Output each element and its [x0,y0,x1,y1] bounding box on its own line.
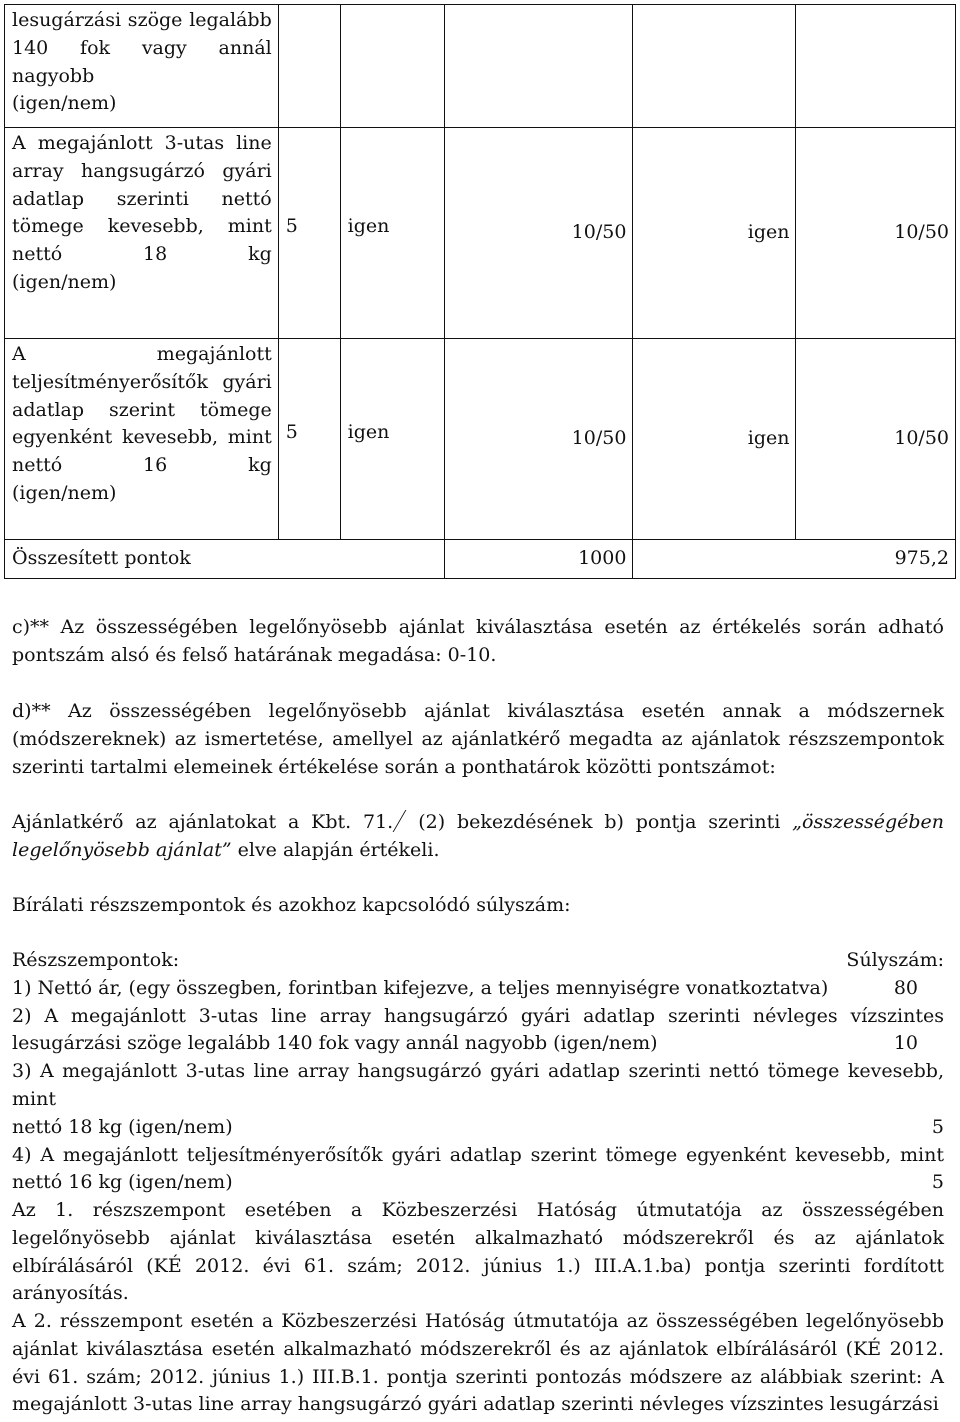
score-cell-1 [445,5,633,128]
table-row [5,128,956,339]
weight-cell [278,5,340,128]
closing-paragraph-2: A 2. résszempont esetén a Közbeszerzési Hatóság útmutatója az összességében legelőnyösebb ajánlat kiválasztása esetén alkalmazható módszerekről és az ajánlatok elbírálásáról (KÉ 2012. évi 61. szám; 2012. június 1.) III.B.1. pontja szerinti pontozás módszere az alábbiak szerint: A megajánlott 3-utas line array hangsugárzó gyári adatlap szerinti névleges vízszintes lesugárzási [12,1310,944,1416]
criterion-cell: lesugárzási szöge legalább 140 fok vagy annál nagyobb (igen/nem) [5,5,279,128]
evaluation-table [4,4,956,579]
bíralati-heading: Bírálati részszempontok és azokhoz kapcsolódó súlyszám: [12,894,571,916]
criteria-header: Részszempontok: Súlyszám: [12,949,944,971]
paragraph-c: c)** Az összességében legelőnyösebb ajánlat kiválasztása esetén az értékelés során adható pontszám alsó és felső határának megadása: 0-10. [12,616,944,666]
answer-cell-2: igen [633,128,796,339]
score-cell-2: 10/50 [796,339,956,540]
total-value-2: 975,2 [633,540,956,579]
criterion-cell: A megajánlott 3-utas line array hangsugárzó gyári adatlap szerinti nettó tömege kevesebb, mint nettó 18 kg (igen/nem) [5,128,279,339]
weight-cell: 5 [285,421,298,444]
kbt-paragraph: Ajánlatkérő az ajánlatokat a Kbt. 71. (2) bekezdésének b) pontja szerinti „összességében legelőnyösebb ajánlat” elve alapján értékeli. [12,811,944,861]
weight-cell: 5 [285,215,298,238]
total-label: Összesített pontok [5,540,445,579]
list-item: 3) A megajánlott 3-utas line array hangsugárzó gyári adatlap szerinti nettó tömege kevesebb, mint nettó 18 kg (igen/nem) 5 [12,1060,944,1138]
answer-cell-2: igen [633,339,796,540]
answer-cell-1 [340,5,445,128]
score-cell-2 [796,5,956,128]
criteria-list [12,947,944,1197]
answer-cell-2 [633,5,796,128]
footnote-mark-icon [393,810,417,832]
answer-cell-1: igen [347,215,390,238]
answer-cell-1: igen [347,421,390,444]
score-cell-2: 10/50 [796,128,956,339]
table-row [5,339,956,540]
paragraph-d: d)** Az összességében legelőnyösebb ajánlat kiválasztása esetén annak a módszernek (módszereknek) az ismertetése, amellyel az ajánlatkérő megadta az ajánlatok részszempontok szerinti tartalmi elemeinek értékelése során a ponthatárok közötti pontszámot: [12,700,944,778]
total-row [5,540,956,579]
score-cell-1: 10/50 [445,339,633,540]
closing-paragraph-1: Az 1. részszempont esetében a Közbeszerzési Hatóság útmutatója az összességében legelőnyösebb ajánlat kiválasztása esetén alkalmazható módszerekről és az ajánlatok elbírálásáról (KÉ 2012. évi 61. szám; 2012. június 1.) III.A.1.ba) pontja szerinti fordított arányosítás. [12,1199,944,1305]
list-item: 2) A megajánlott 3-utas line array hangsugárzó gyári adatlap szerinti névleges vízszintes lesugárzási szöge legalább 140 fok vagy annál nagyobb (igen/nem) 10 [12,1004,944,1055]
criterion-cell: A megajánlott teljesítményerősítők gyári adatlap szerint tömege egyenként kevesebb, mint nettó 16 kg (igen/nem) [5,339,279,540]
table-row [5,5,956,128]
total-value-1: 1000 [445,540,633,579]
list-item: 1) Nettó ár, (egy összegben, forintban kifejezve, a teljes mennyiségre vonatkoztatva) 80 [12,976,918,999]
list-item: 4) A megajánlott teljesítményerősítők gyári adatlap szerint tömege egyenként kevesebb, mint nettó 16 kg (igen/nem) 5 [12,1143,944,1194]
score-cell-1: 10/50 [445,128,633,339]
